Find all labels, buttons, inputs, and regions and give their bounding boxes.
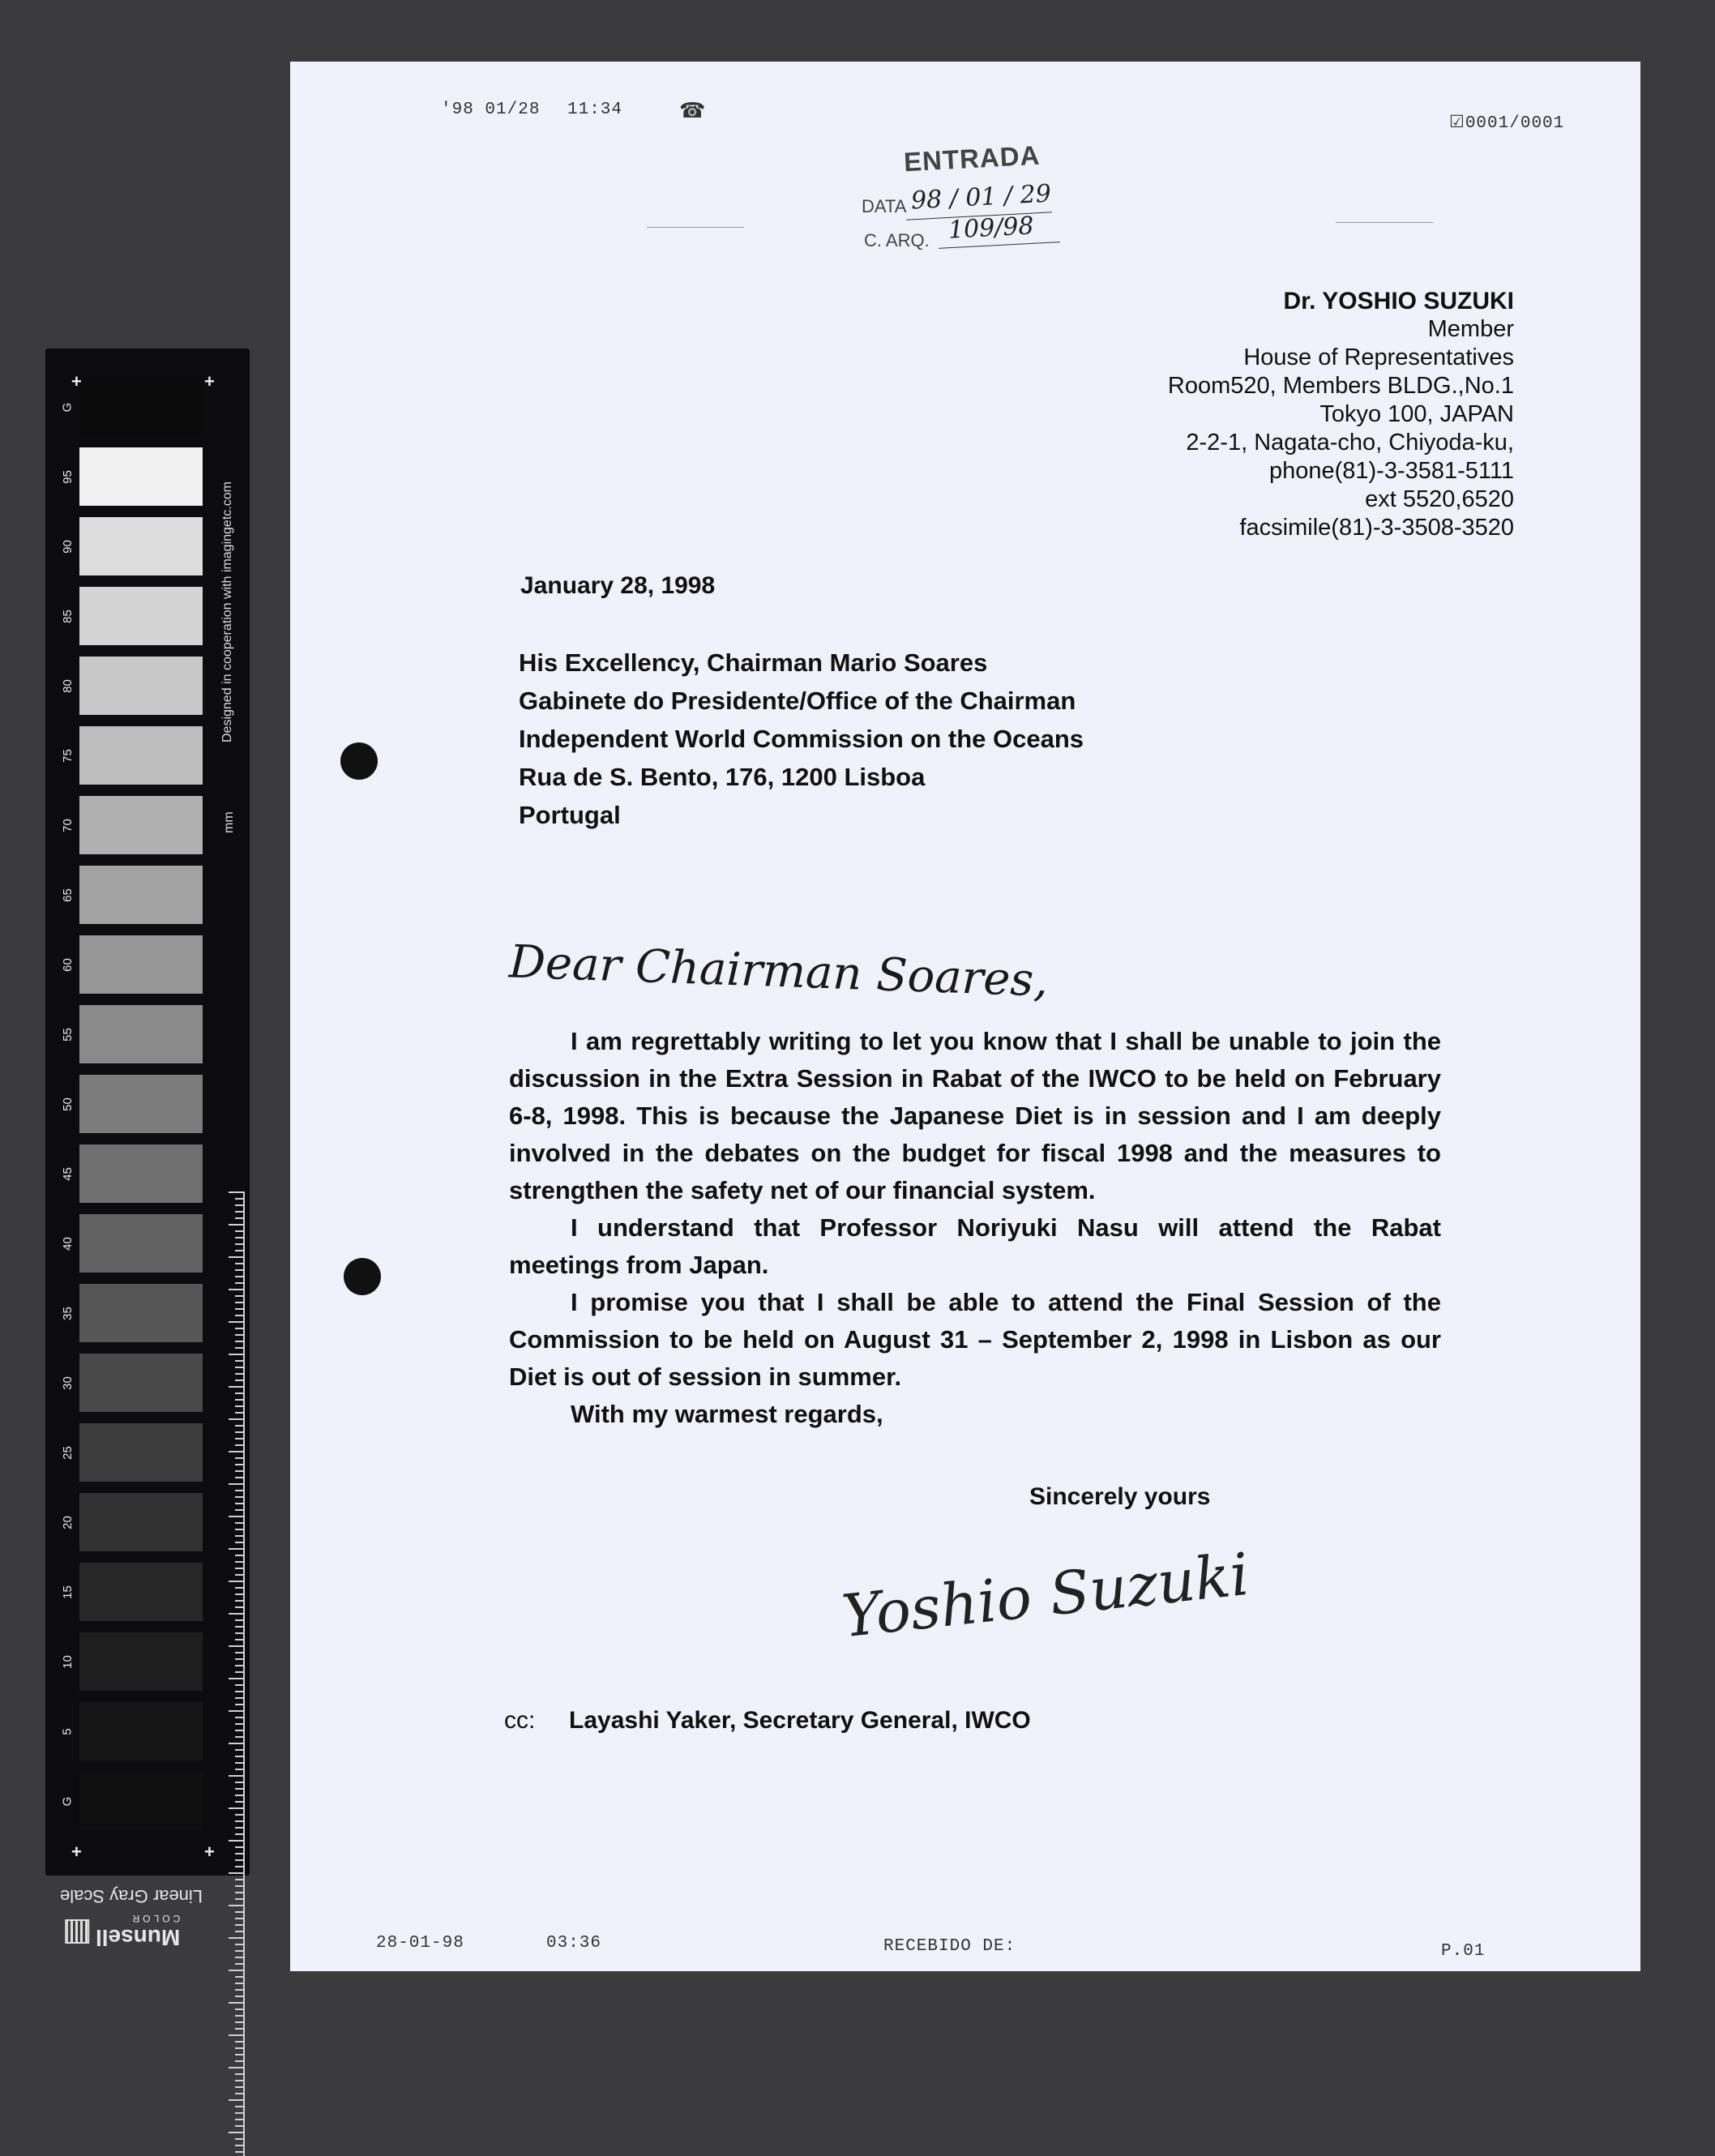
gray-patch-label: 15 xyxy=(60,1585,75,1599)
stamp-data-label: DATA xyxy=(862,196,907,216)
gray-patch xyxy=(79,1493,203,1551)
brand-sub: COLOR xyxy=(129,1913,181,1924)
gray-patch xyxy=(79,1563,203,1621)
sender-line: phone(81)-3-3581-5111 xyxy=(1268,458,1514,484)
handwritten-salutation: Dear Chairman Soares, xyxy=(508,935,1050,1007)
recipient-address xyxy=(519,644,1084,834)
recipient-line: Rua de S. Bento, 176, 1200 Lisboa xyxy=(519,763,926,791)
stamp-data-value: 98 / 01 / 29 xyxy=(910,179,1052,216)
gray-patch xyxy=(79,1772,203,1830)
gray-patch-label: 85 xyxy=(60,609,75,623)
gray-patch xyxy=(79,1144,203,1203)
plus-mark: + xyxy=(204,1842,215,1862)
handwritten-signature: Yoshio Suzuki xyxy=(838,1539,1252,1651)
gray-patch-label: 30 xyxy=(60,1375,75,1390)
gray-patch-label: 90 xyxy=(60,539,75,554)
sender-name: Dr. YOSHIO SUZUKI xyxy=(1283,288,1514,314)
sender-line: 2-2-1, Nagata-cho, Chiyoda-ku, xyxy=(1186,430,1514,456)
gray-patch xyxy=(79,447,203,506)
gray-patch-label: 75 xyxy=(60,748,75,763)
gray-patch xyxy=(79,1284,203,1342)
letter-body xyxy=(509,1023,1441,1433)
gray-patch xyxy=(79,1632,203,1691)
plus-mark: + xyxy=(71,1842,82,1862)
munsell-logo-icon xyxy=(65,1919,89,1944)
cc-label: cc: xyxy=(504,1707,536,1734)
stamp-rule-left xyxy=(647,227,744,228)
ruler-unit: mm xyxy=(222,811,236,833)
cc-recipient: Layashi Yaker, Secretary General, IWCO xyxy=(569,1707,1031,1734)
recipient-line: Portugal xyxy=(519,801,621,829)
gray-patch-label: 45 xyxy=(60,1166,75,1181)
gray-patch-label: 20 xyxy=(60,1515,75,1529)
gray-patch xyxy=(79,517,203,575)
fax-footer-page: P.01 xyxy=(1441,1942,1486,1961)
letter-page xyxy=(290,62,1640,1971)
closing: Sincerely yours xyxy=(1029,1483,1211,1510)
recipient-line: Gabinete do Presidente/Office of the Chairman xyxy=(519,687,1076,715)
munsell-brand xyxy=(65,1913,180,1950)
plus-mark: + xyxy=(204,371,215,391)
sender-line: ext 5520,6520 xyxy=(1365,486,1514,512)
fax-footer-date: 28-01-98 xyxy=(376,1934,464,1953)
gray-patch xyxy=(79,726,203,785)
fax-header-date: '98 01/28 xyxy=(441,101,541,119)
ruler-major-ticks xyxy=(229,1191,245,2156)
plus-mark: + xyxy=(71,371,82,391)
gray-patch-label: 60 xyxy=(60,957,75,972)
gray-patch xyxy=(79,1075,203,1133)
gray-patch-label: 10 xyxy=(60,1654,75,1669)
sender-line: Tokyo 100, JAPAN xyxy=(1319,401,1514,427)
stamp-carq-value: 109/98 xyxy=(947,212,1035,245)
gray-patch xyxy=(79,587,203,645)
gray-patch-label: 50 xyxy=(60,1097,75,1111)
punch-hole xyxy=(340,742,378,780)
gray-patch xyxy=(79,1702,203,1760)
gray-patch-label: 25 xyxy=(60,1445,75,1460)
gray-patch-label: G xyxy=(60,1796,75,1806)
stamp-carq-label: C. ARQ. xyxy=(864,230,930,250)
fax-page-count: ☑0001/0001 xyxy=(1449,114,1565,133)
gray-patch xyxy=(79,1214,203,1273)
punch-hole xyxy=(344,1258,381,1295)
fax-header-time: 11:34 xyxy=(567,101,623,119)
sender-block xyxy=(1168,287,1514,542)
gray-patch xyxy=(79,378,203,436)
gray-patch xyxy=(79,1354,203,1412)
gray-patch-label: 80 xyxy=(60,678,75,693)
gray-patch-label: 70 xyxy=(60,818,75,832)
gray-patch xyxy=(79,1005,203,1063)
recipient-line: Independent World Commission on the Oceans xyxy=(519,725,1084,753)
gray-patch-label: 55 xyxy=(60,1027,75,1042)
gray-patch xyxy=(79,935,203,994)
scale-title: Linear Gray Scale xyxy=(59,1886,203,1906)
brand-name: Munsell xyxy=(96,1925,181,1950)
gray-patch-label: 65 xyxy=(60,888,75,902)
gray-patch-label: 5 xyxy=(60,1727,75,1735)
sender-line: Room520, Members BLDG.,No.1 xyxy=(1167,373,1514,399)
gray-patch-label: 95 xyxy=(60,469,75,484)
gray-patch xyxy=(79,657,203,715)
fax-footer-received: RECEBIDO DE: xyxy=(883,1937,1016,1956)
gray-scale-card xyxy=(45,349,250,1876)
sender-line: Member xyxy=(1427,316,1514,342)
stamp-entrada: ENTRADA xyxy=(903,139,1041,178)
stamp-rule-right xyxy=(1336,222,1433,223)
gray-patch-label: 40 xyxy=(60,1236,75,1251)
gray-patch xyxy=(79,796,203,854)
recipient-line: His Excellency, Chairman Mario Soares xyxy=(519,648,988,677)
gray-patch-label: G xyxy=(60,402,75,412)
gray-patch xyxy=(79,866,203,924)
sender-line: facsimile(81)-3-3508-3520 xyxy=(1239,515,1514,541)
phone-icon: ☎ xyxy=(679,100,707,124)
body-paragraph: I understand that Professor Noriyuki Nasu will attend the Rabat meetings from Japan. xyxy=(509,1213,1441,1279)
body-paragraph: I am regrettably writing to let you know that I shall be unable to join the discussion in the Extra Session in Rabat of the IWCO to be held on February 6-8, 1998. This is because the Japanese Diet is in session and I am deeply involved in the debates on the budget for fiscal 1998 and the measures to strengthen the safety net of our financial system. xyxy=(509,1027,1441,1204)
gray-patch xyxy=(79,1423,203,1482)
fax-footer-time: 03:36 xyxy=(546,1934,602,1953)
sender-line: House of Representatives xyxy=(1243,344,1514,370)
letter-date: January 28, 1998 xyxy=(520,572,716,599)
body-paragraph: I promise you that I shall be able to attend the Final Session of the Commission to be held on August 31 – September 2, 1998 in Lisbon as our Diet is out of session in summer. xyxy=(509,1288,1441,1391)
body-paragraph: With my warmest regards, xyxy=(571,1400,883,1428)
credit-text: Designed in cooperation with imagingetc.com xyxy=(220,481,234,742)
gray-patch-label: 35 xyxy=(60,1306,75,1320)
